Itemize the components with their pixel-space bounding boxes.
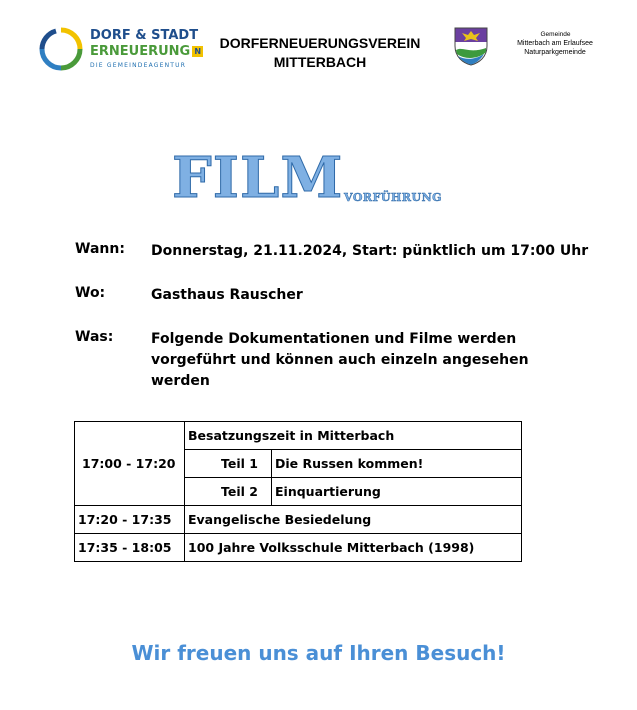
wann-label: Wann:: [75, 241, 125, 257]
part1-title: Die Russen kommen!: [275, 456, 424, 471]
title-vorfuehrung: vorführung: [344, 187, 443, 205]
row2-time: 17:20 - 17:35: [78, 512, 172, 527]
part2-title: Einquartierung: [275, 484, 381, 499]
gemeinde-mitterbach-logo: [453, 26, 603, 66]
row3-title: 100 Jahre Volksschule Mitterbach (1998): [188, 540, 475, 555]
logo-right-line1: Gemeinde: [540, 31, 571, 38]
schedule-table: [74, 421, 522, 563]
org-name-line1: DORFERNEUERUNGSVEREIN: [219, 35, 421, 51]
logo-right-line3: Naturparkgemeinde: [524, 49, 586, 56]
block1-title: Besatzungszeit in Mitterbach: [188, 428, 395, 443]
organization-name: [200, 34, 440, 72]
was-label: Was:: [75, 329, 114, 345]
wo-label: Wo:: [75, 285, 106, 301]
logo-left-tagline: DIE GEMEINDEAGENTUR: [90, 62, 187, 69]
table-line-v1: [184, 421, 185, 562]
table-line-h3: [74, 505, 522, 506]
part2-label: Teil 2: [221, 484, 258, 499]
was-value: Folgende Dokumentationen und Filme werden vorgeführt und können auch einzeln angesehen werden: [151, 331, 529, 389]
wann-value: Donnerstag, 21.11.2024, Start: pünktlich um 17:00 Uhr: [151, 243, 589, 259]
table-border-left: [74, 421, 75, 562]
part1-label: Teil 1: [221, 456, 258, 471]
row2-title: Evangelische Besiedelung: [188, 512, 372, 527]
logo-left-line1: DORF & STADT: [90, 28, 199, 43]
table-line-h1: [184, 449, 522, 450]
logo-left-line2: [90, 44, 203, 59]
table-line-v2: [271, 449, 272, 505]
table-line-h4: [74, 533, 522, 534]
table-line-h2: [184, 477, 522, 478]
dorf-stadt-erneuerung-logo: [38, 24, 202, 72]
wo-value: Gasthaus Rauscher: [151, 287, 303, 303]
org-name-line2: MITTERBACH: [273, 54, 367, 70]
title-film: FILM: [172, 145, 344, 211]
table-border-right: [521, 421, 522, 562]
footer-invitation: Wir freuen uns auf Ihren Besuch!: [131, 641, 506, 665]
ring-logo-icon: [38, 26, 84, 72]
logo-left-badge: N: [192, 46, 203, 57]
coat-of-arms-icon: [453, 26, 489, 66]
block1-time: 17:00 - 17:20: [82, 456, 176, 471]
row3-time: 17:35 - 18:05: [78, 540, 172, 555]
logo-left-line2-text: ERNEUERUNG: [90, 44, 191, 59]
table-border-top: [74, 421, 522, 422]
table-border-bottom: [74, 561, 522, 562]
logo-right-line2: Mitterbach am Erlaufsee: [517, 40, 593, 47]
